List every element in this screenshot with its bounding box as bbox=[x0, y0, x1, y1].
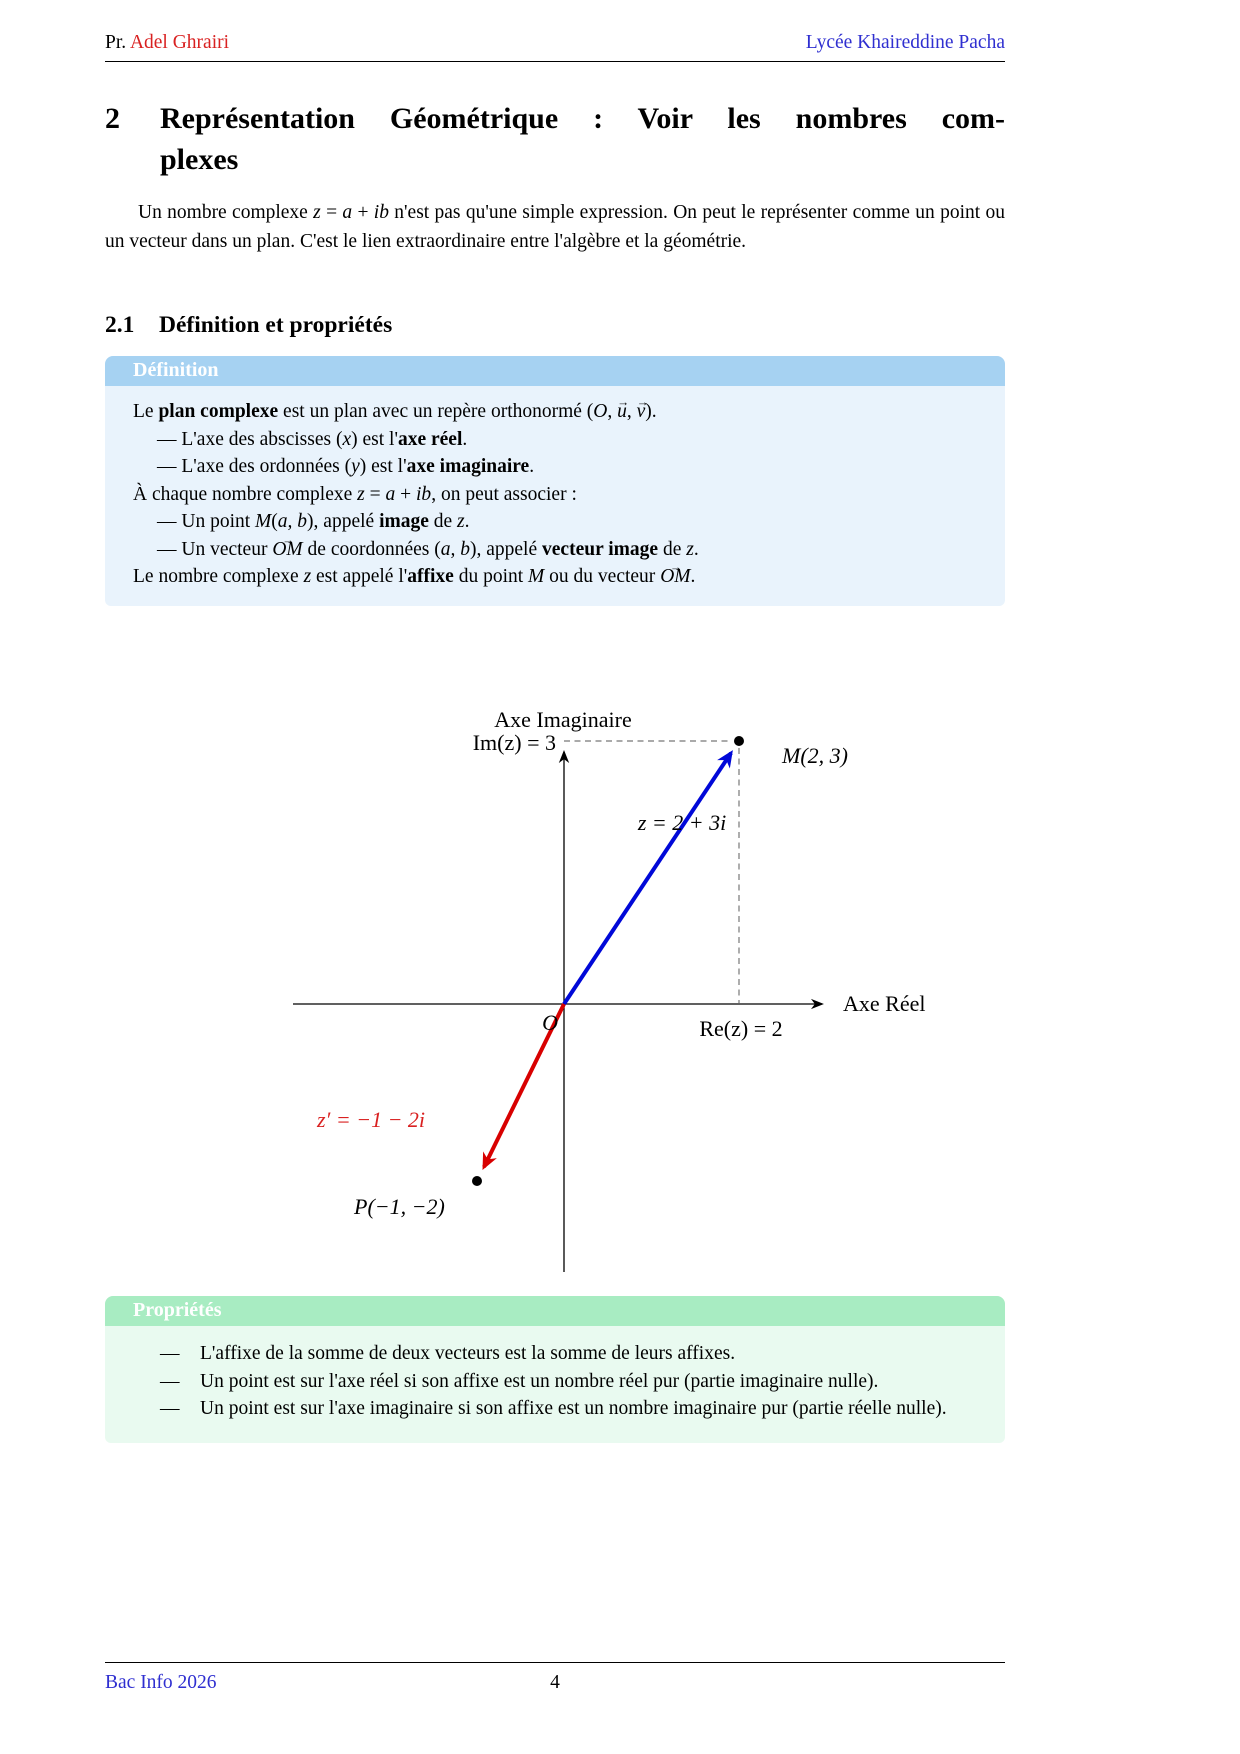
point-p-dot bbox=[472, 1176, 482, 1186]
definition-box bbox=[105, 356, 1005, 606]
definition-line: — Un vecteur → OM de coordonnées (a, b), appelé vecteur image de z. bbox=[133, 536, 977, 564]
imaginary-axis-label: Axe Imaginaire bbox=[494, 707, 632, 732]
property-item-text: L'affixe de la somme de deux vecteurs est la somme de leurs affixes. bbox=[200, 1343, 736, 1364]
definition-line: — L'axe des abscisses (x) est l'axe réel. bbox=[157, 428, 468, 450]
section-title-line1: Représentation Géométrique : Voir les nombres com- bbox=[160, 102, 1005, 135]
properties-box-header bbox=[105, 1296, 1005, 1326]
intro-paragraph: Un nombre complexe z = a + ib n'est pas qu'une simple expression. On peut le représenter comme un point ou un vecteur dans un plan. C'est le lien extraordinaire entre l'algèbre et la géométrie. bbox=[105, 202, 1006, 252]
point-m-dot bbox=[734, 736, 744, 746]
section-title-line2: plexes bbox=[160, 143, 239, 176]
properties-box-title: Propriétés bbox=[133, 1299, 222, 1321]
section-number: 2 bbox=[105, 102, 120, 135]
properties-box-body bbox=[105, 1326, 1005, 1443]
section-heading bbox=[105, 98, 1005, 180]
definition-line: — Un point M(a, b), appelé image de z. bbox=[157, 511, 470, 532]
im-value-label: Im(z) = 3 bbox=[472, 730, 556, 755]
definition-line: — L'axe des ordonnées (y) est l'axe imaginaire. bbox=[157, 456, 535, 477]
affix-z-prime-label: z′ = −1 − 2i bbox=[317, 1107, 426, 1132]
complex-plane-svg bbox=[0, 630, 1240, 1290]
affix-z-label: z = 2 + 3i bbox=[637, 810, 727, 835]
property-item-marker: — bbox=[160, 1370, 180, 1392]
vector-z bbox=[564, 753, 731, 1004]
property-item-text: Un point est sur l'axe réel si son affixe est un nombre réel pur (partie imaginaire nulle). bbox=[200, 1370, 879, 1392]
property-item bbox=[160, 1395, 975, 1423]
definition-box-header bbox=[105, 356, 1005, 386]
definition-line: Le plan complexe est un plan avec un repère orthonormé (O, → u, → v). bbox=[133, 398, 977, 426]
footer-course-label: Bac Info 2026 bbox=[105, 1672, 217, 1693]
origin-label: O bbox=[542, 1010, 558, 1035]
section-title bbox=[160, 98, 1005, 180]
complex-plane-figure bbox=[0, 630, 1240, 1290]
subsection-number: 2.1 bbox=[105, 312, 135, 338]
property-item-marker: — bbox=[160, 1343, 180, 1364]
property-item bbox=[160, 1368, 975, 1396]
definition-line: Le nombre complexe z est appelé l'affixe du point M ou du vecteur → OM. bbox=[133, 563, 977, 591]
definition-line: À chaque nombre complexe z = a + ib, on peut associer : bbox=[133, 483, 577, 505]
properties-box bbox=[105, 1296, 1005, 1443]
page-number: 4 bbox=[550, 1672, 560, 1693]
point-m-label: M(2, 3) bbox=[782, 743, 848, 768]
subsection-heading bbox=[105, 312, 1005, 339]
professor-prefix: Pr. bbox=[105, 32, 130, 53]
subsection-title: Définition et propriétés bbox=[159, 312, 393, 338]
definition-box-title: Définition bbox=[133, 359, 219, 381]
school-name: Lycée Khaireddine Pacha bbox=[805, 32, 1005, 53]
point-p-label: P(−1, −2) bbox=[354, 1194, 445, 1219]
real-axis-label: Axe Réel bbox=[843, 991, 926, 1016]
professor-name: Adel Ghrairi bbox=[129, 32, 230, 53]
property-item-marker: — bbox=[160, 1398, 180, 1419]
definition-box-body bbox=[105, 386, 1005, 606]
re-value-label: Re(z) = 2 bbox=[699, 1016, 783, 1041]
property-item-text: Un point est sur l'axe imaginaire si son affixe est un nombre imaginaire pur (partie réelle nulle). bbox=[200, 1398, 947, 1419]
page-header bbox=[105, 32, 1005, 62]
property-item bbox=[160, 1340, 975, 1368]
page-footer bbox=[105, 1662, 1005, 1694]
header-professor bbox=[105, 32, 229, 54]
